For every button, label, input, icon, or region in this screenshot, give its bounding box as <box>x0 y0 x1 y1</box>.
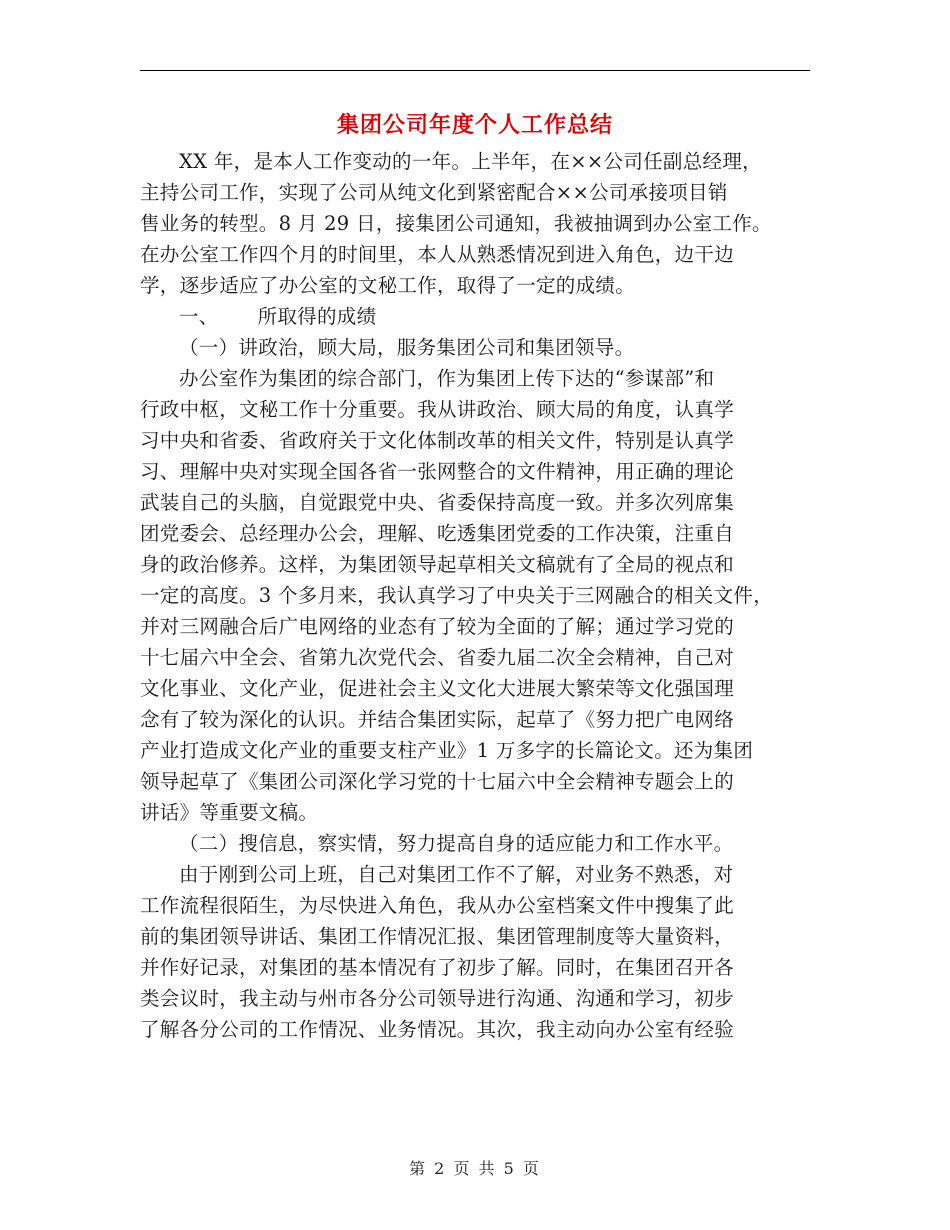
body-line: 售业务的转型。8 月 29 日，接集团公司通知，我被抽调到办公室工作。 <box>140 212 772 235</box>
body-line: 前的集团领导讲话、集团工作情况汇报、集团管理制度等大量资料， <box>140 925 735 948</box>
body-line: 讲话》等重要文稿。 <box>140 801 319 824</box>
page-number-footer: 第 2 页 共 5 页 <box>409 1159 541 1178</box>
body-line: 一定的高度。3 个多月来，我认真学习了中央关于三网融合的相关文件， <box>140 584 774 607</box>
body-line: 十七届六中全会、省第九次党代会、省委九届二次全会精神，自己对 <box>140 646 735 669</box>
body-line: 办公室作为集团的综合部门，作为集团上传下达的“参谋部”和 <box>140 367 715 390</box>
body-line: 主持公司工作，实现了公司从纯文化到紧密配合××公司承接项目销 <box>140 181 728 204</box>
body-line: 一、 所取得的成绩 <box>140 305 377 328</box>
body-line: 领导起草了《集团公司深化学习党的十七届六中全会精神专题会上的 <box>140 770 735 793</box>
header-rule <box>140 70 810 71</box>
body-line: 武装自己的头脑，自觉跟党中央、省委保持高度一致。并多次列席集 <box>140 491 735 514</box>
body-line: 由于刚到公司上班，自己对集团工作不了解，对业务不熟悉，对 <box>140 863 734 886</box>
body-line: XX 年，是本人工作变动的一年。上半年，在××公司任副总经理， <box>140 150 762 173</box>
body-line: 了解各分公司的工作情况、业务情况。其次，我主动向办公室有经验 <box>140 1018 735 1041</box>
document-title: 集团公司年度个人工作总结 <box>336 113 613 138</box>
document-body <box>140 146 820 1045</box>
body-line: 并作好记录，对集团的基本情况有了初步了解。同时，在集团召开各 <box>140 956 735 979</box>
body-line: 习、理解中央对实现全国各省一张网整合的文件精神，用正确的理论 <box>140 460 735 483</box>
body-line: 团党委会、总经理办公会，理解、吃透集团党委的工作决策，注重自 <box>140 522 735 545</box>
body-line: 工作流程很陌生，为尽快进入角色，我从办公室档案文件中搜集了此 <box>140 894 735 917</box>
body-line: 产业打造成文化产业的重要支柱产业》1 万多字的长篇论文。还为集团 <box>140 739 754 762</box>
body-line: 念有了较为深化的认识。并结合集团实际，起草了《努力把广电网络 <box>140 708 735 731</box>
body-line: 习中央和省委、省政府关于文化体制改革的相关文件，特别是认真学 <box>140 429 735 452</box>
body-line: 类会议时，我主动与州市各分公司领导进行沟通、沟通和学习，初步 <box>140 987 735 1010</box>
body-line: 行政中枢，文秘工作十分重要。我从讲政治、顾大局的角度，认真学 <box>140 398 735 421</box>
body-line: 学，逐步适应了办公室的文秘工作，取得了一定的成绩。 <box>140 274 636 297</box>
body-line: 并对三网融合后广电网络的业态有了较为全面的了解；通过学习党的 <box>140 615 735 638</box>
body-line: 文化事业、文化产业，促进社会主义文化大进展大繁荣等文化强国理 <box>140 677 735 700</box>
body-line: （一）讲政治，顾大局，服务集团公司和集团领导。 <box>140 336 635 359</box>
body-line: （二）搜信息，察实情，努力提高自身的适应能力和工作水平。 <box>140 832 734 855</box>
body-line: 在办公室工作四个月的时间里，本人从熟悉情况到进入角色，边干边 <box>140 243 735 266</box>
body-line: 身的政治修养。这样，为集团领导起草相关文稿就有了全局的视点和 <box>140 553 735 576</box>
